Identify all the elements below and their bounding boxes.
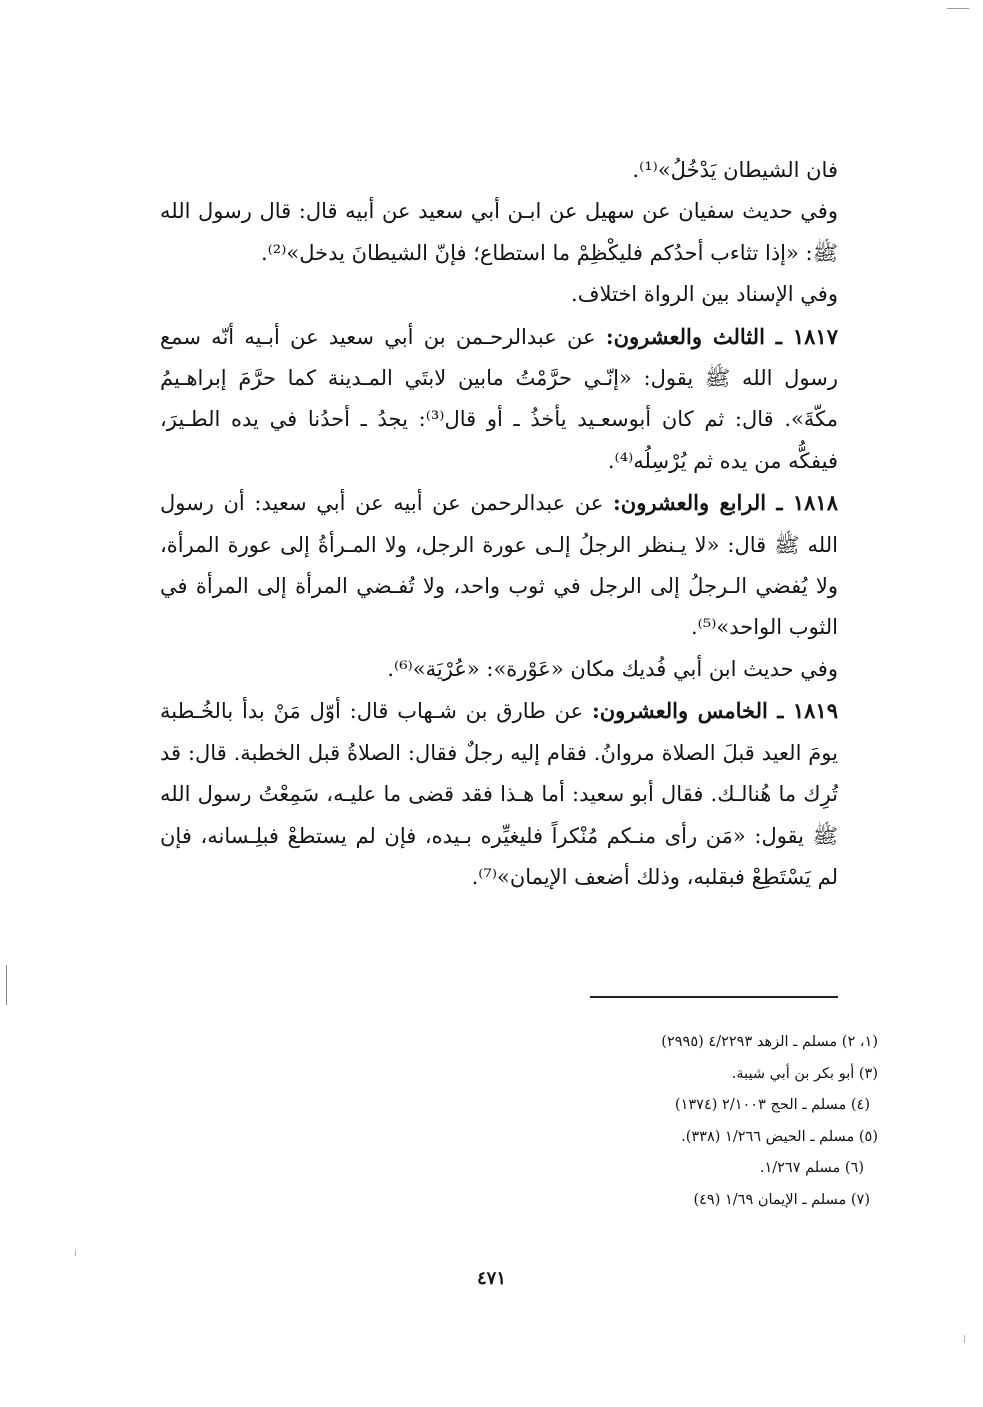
footnote: (٦) مسلم ١/٢٦٧. <box>759 1160 864 1176</box>
paragraph: وفي حديث سفيان عن سهيل عن ابـن أبي سعيد عن أبيه قال: قال رسول الله ﷺ: «إذا تثاءب أحدُكم فليكْظِمْ ما استطاع؛ فإنّ الشيطانَ يدخل»⁽²⁾. <box>160 199 838 265</box>
footnote: (٤) مسلم ـ الحج ٢/١٠٠٣ (١٣٧٤) <box>674 1097 870 1113</box>
scan-speck <box>75 1250 76 1256</box>
scan-margin-line <box>6 965 7 1005</box>
hadith-1818 <box>160 482 838 649</box>
hadith-1817 <box>160 316 838 483</box>
paragraph: وفي حديث ابن أبي فُديك مكان «عَوْرة»: «عُرْيَة»⁽⁶⁾. <box>387 656 838 681</box>
footnote: (٥) مسلم ـ الحيض ١/٢٦٦ (٣٣٨). <box>681 1128 878 1145</box>
hadith-heading: ١٨١٩ ـ الخامس والعشرون: <box>592 698 838 724</box>
hadith-1819 <box>160 690 838 898</box>
hadith-text: عن طارق بن شـهاب قال: أوّل مَنْ بدأ بالخُـطبة يومَ العيد قبلَ الصلاة مروانُ. فقام إليه رجلٌ فقال: الصلاةُ قبل الخطبة. قال: قد تُرِك ما هُنالـك. فقال أبو سعيد: أما هـذا فقد قضى ما عليـه، سَمِعْتُ رسول الله ﷺ يقول: «مَن رأى منـكم مُنْكراً فليغيِّره بـيده، فإن لم يستطعْ فبلِـسانه، فإن لم يَسْتَطِعْ فبقلبه، وذلك أضعف الإيمان»⁽⁷⁾. <box>160 699 838 889</box>
hadith-heading: ١٨١٨ ـ الرابع والعشرون: <box>613 490 838 516</box>
continuation-line: فان الشيطان يَدْخُلُ»⁽¹⁾. <box>632 158 838 182</box>
paragraph: وفي الإسناد بين الرواة اختلاف. <box>571 282 838 307</box>
footnotes <box>560 1027 878 1216</box>
footnote: (٧) مسلم ـ الإيمان ١/٦٩ (٤٩) <box>693 1191 870 1208</box>
main-text <box>160 150 838 898</box>
page-corner-mark <box>947 8 969 9</box>
page-number: ٤٧١ <box>476 1268 506 1289</box>
footnote: (٣) أبو بكر بن أبي شيبة. <box>731 1065 878 1082</box>
hadith-heading: ١٨١٧ ـ الثالث والعشرون: <box>605 323 838 349</box>
hadith-text: عن عبدالرحـمن بن أبي سعيد عن أبـيه أنّه سمع رسول الله ﷺ يقول: «إنّـي حرَّمْتُ مابين لابتَي المـدينة كما حرَّمَ إبراهـيمُ مكّةَ». قال: ثم كان أبوسعـيد يأخذُ ـ أو قال⁽³⁾: يجدُ ـ أحدُنا في يده الطـيرَ، فيفكُّه من يده ثم يُرْسِلُه⁽⁴⁾. <box>160 324 838 473</box>
footnote: (١، ٢) مسلم ـ الزهد ٤/٢٢٩٣ (٢٩٩٥) <box>661 1034 878 1050</box>
hadith-text: عن عبدالرحمن عن أبيه عن أبي سعيد: أن رسول الله ﷺ قال: «لا يـنظر الرجلُ إلـى عورة الرجل، ولا المـرأةُ إلى عورة المرأة، ولا يُفضي الـرجلُ إلى الرجل في ثوب واحد، ولا تُفـضي المرأة إلى المرأة في الثوب الواحد»⁽⁵⁾. <box>160 491 838 640</box>
scan-speck <box>964 1335 965 1343</box>
footnote-divider <box>590 996 838 998</box>
